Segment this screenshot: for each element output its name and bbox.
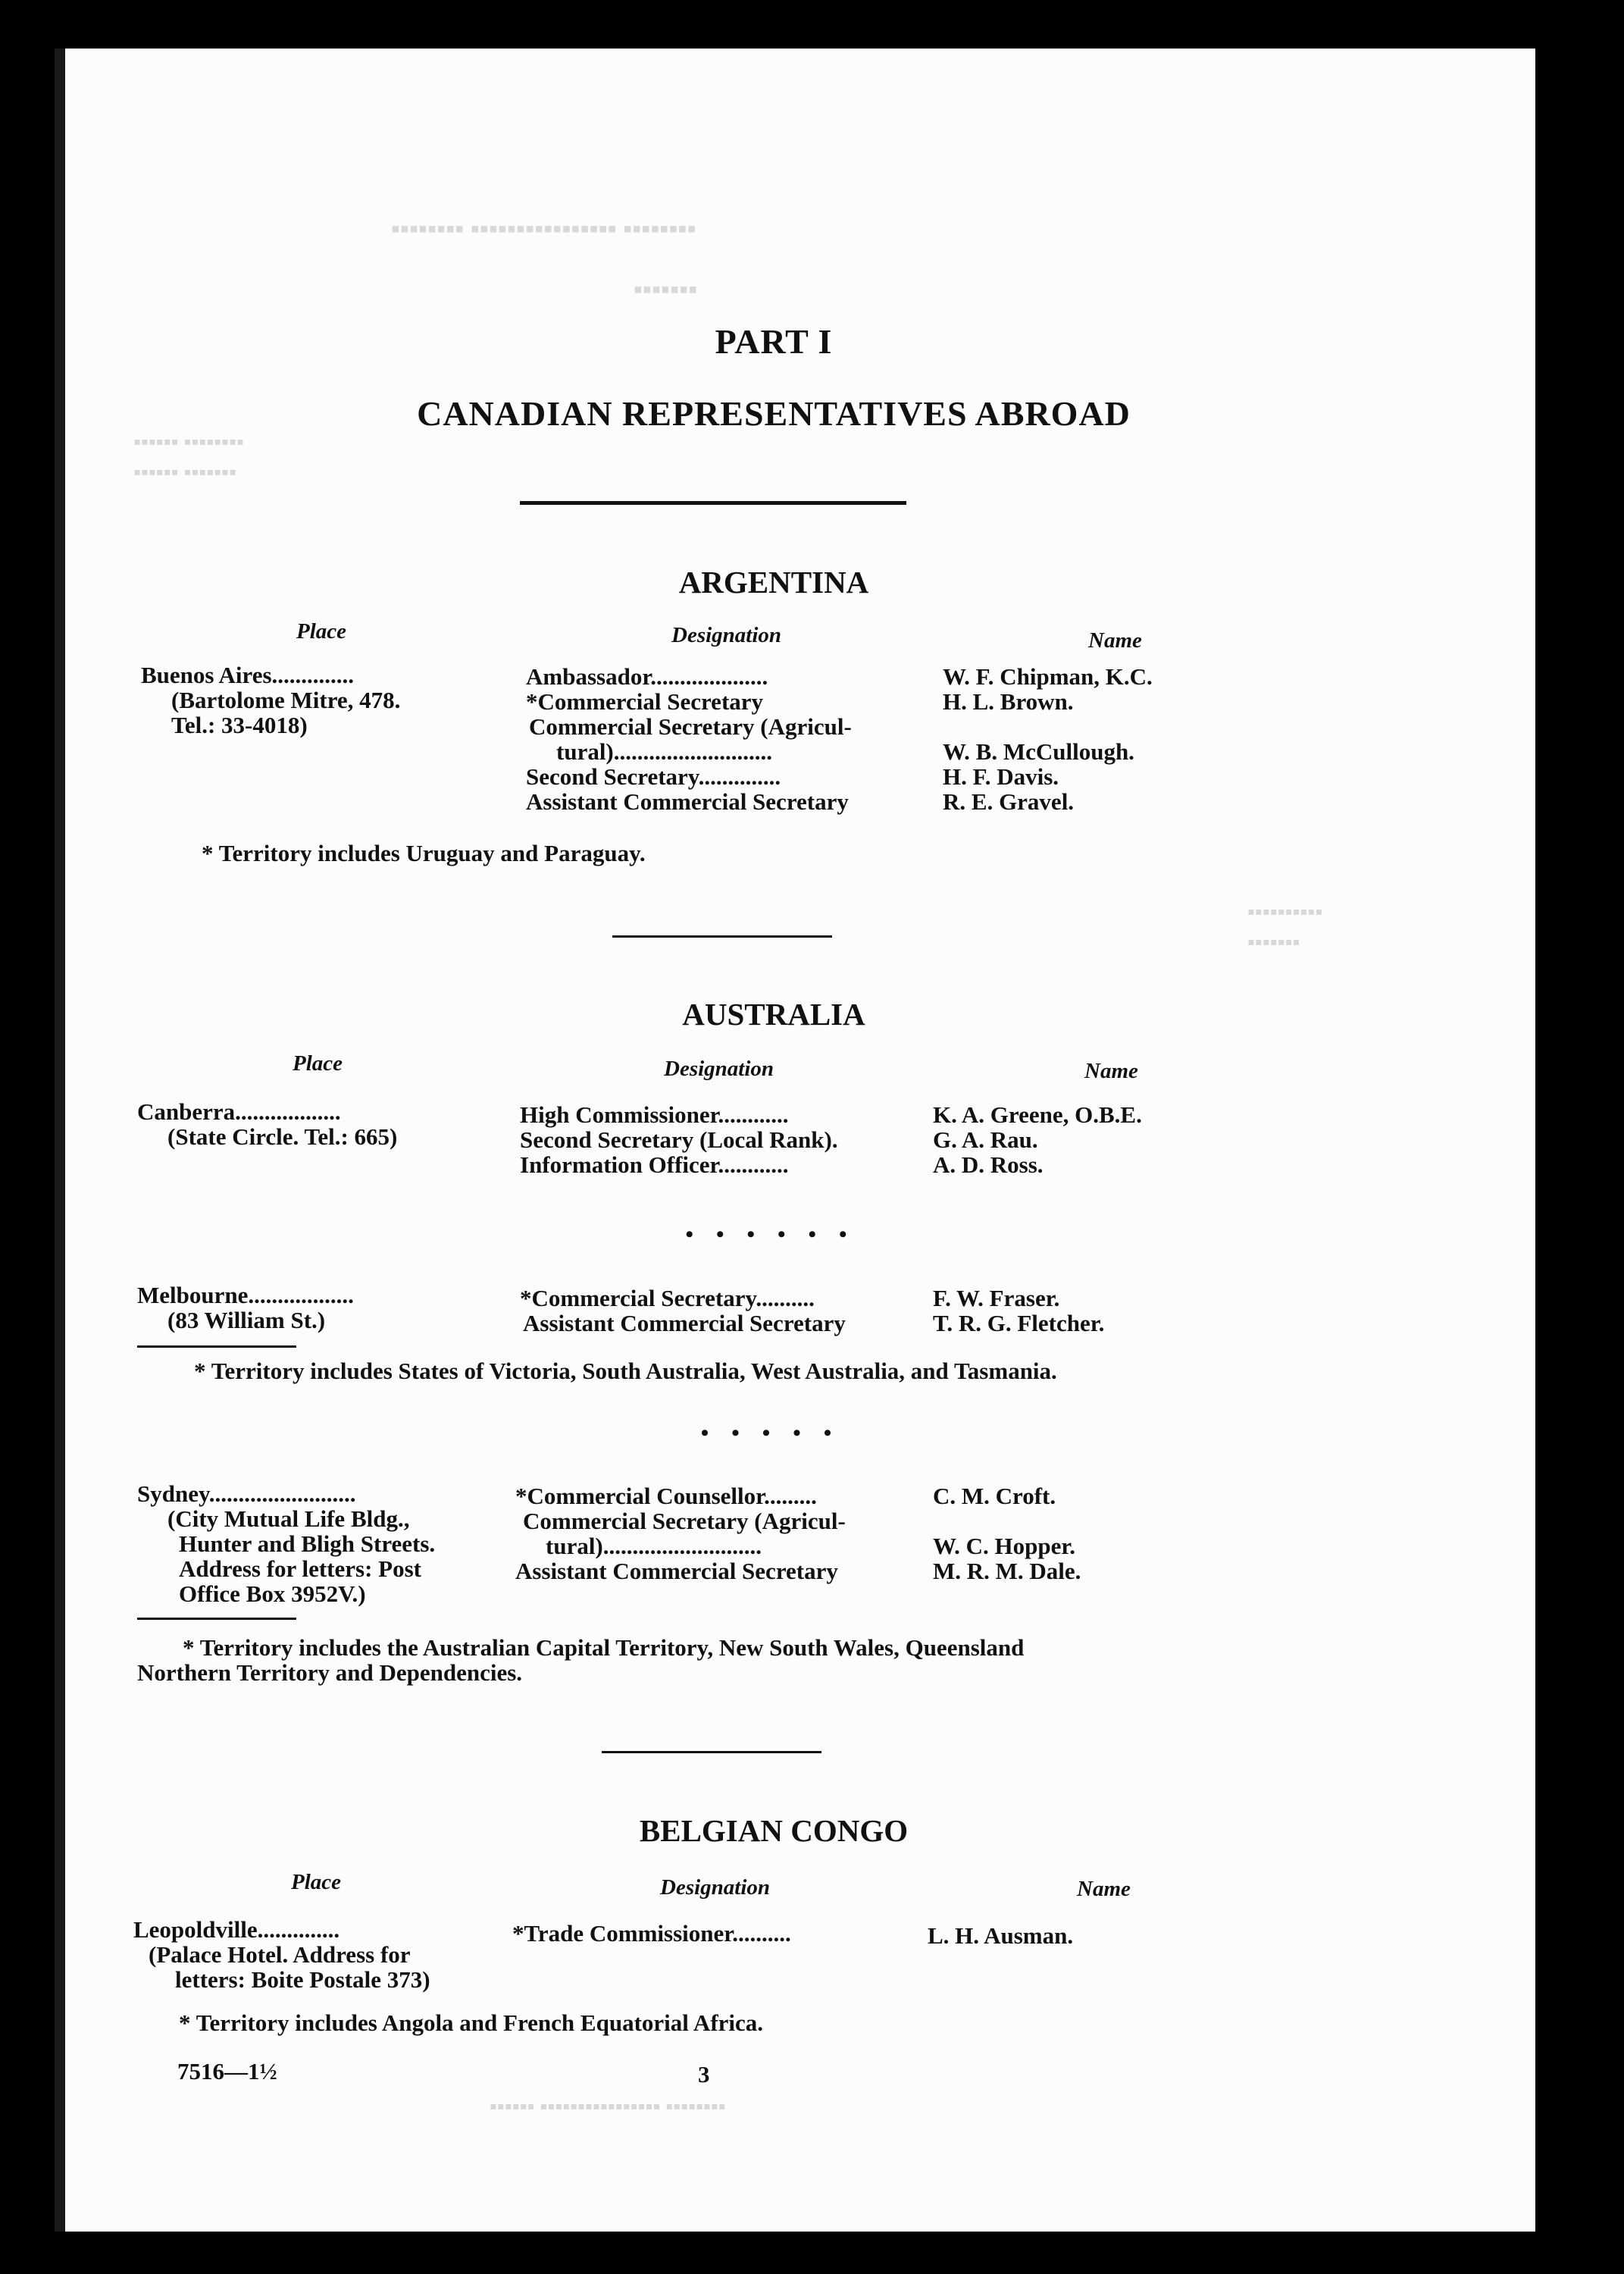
designation-list-canberra: High Commissioner............ Second Secretary (Local Rank). Information Officer............ <box>520 1101 838 1178</box>
name-list-argentina: W. F. Chipman, K.C. H. L. Brown. W. B. McCullough. H. F. Davis. R. E. Gravel. <box>943 663 1153 815</box>
territory-note-sydney-line2: Northern Territory and Dependencies. <box>137 1659 523 1686</box>
territory-note-belgian-congo: * Territory includes Angola and French Equatorial Africa. <box>179 2009 764 2036</box>
territory-note-sydney-line1: * Territory includes the Australian Capital Territory, New South Wales, Queensland <box>183 1634 1025 1661</box>
short-rule <box>137 1618 296 1620</box>
bleed-through-text: ▪▪▪▪▪▪▪▪ ▪▪▪▪▪▪▪▪▪▪▪▪▪▪▪▪ ▪▪▪▪▪▪▪▪ <box>391 215 696 243</box>
part-heading: PART I <box>715 322 833 361</box>
designation-list-sydney: *Commercial Counsellor......... Commercial Secretary (Agricul- tural)........................... Assistant Commercial Secretary <box>515 1483 846 1584</box>
title-rule <box>520 501 906 505</box>
column-header-designation: Designation <box>671 623 782 647</box>
territory-note-argentina: * Territory includes Uruguay and Paraguay. <box>202 840 646 866</box>
country-heading-argentina: ARGENTINA <box>678 565 869 600</box>
column-header-place: Place <box>296 619 347 644</box>
column-header-place: Place <box>291 1870 342 1894</box>
column-header-name: Name <box>1084 1059 1138 1083</box>
bleed-through-text: ▪▪▪▪▪▪▪▪▪▪ ▪▪▪▪▪▪▪ <box>1247 901 1323 954</box>
page-number: 3 <box>698 2061 710 2088</box>
place-entry-canberra: Canberra.................. (State Circle. Tel.: 665) <box>137 1098 398 1150</box>
place-entry-buenos-aires: Buenos Aires.............. (Bartolome Mitre, 478. Tel.: 33-4018) <box>141 662 401 738</box>
section-rule <box>612 935 832 938</box>
print-code: 7516—1½ <box>177 2058 277 2084</box>
name-list-sydney: C. M. Croft. W. C. Hopper. M. R. M. Dale. <box>933 1483 1081 1584</box>
designation-list-argentina: Ambassador.................... *Commercial Secretary Commercial Secretary (Agricul- tural)........................... Second Secretary.............. Assistant Commercial Secretary <box>526 663 852 815</box>
section-rule <box>602 1751 821 1753</box>
place-entry-sydney: Sydney......................... (City Mutual Life Bldg., Hunter and Bligh Streets. Address for letters: Post Office Box 3952V.) <box>137 1480 436 1607</box>
designation-list-belgian-congo: *Trade Commissioner.......... <box>512 1920 791 1947</box>
place-entry-leopoldville: Leopoldville.............. (Palace Hotel. Address for letters: Boite Postale 373) <box>133 1916 430 1993</box>
column-header-name: Name <box>1077 1877 1131 1901</box>
section-separator-dots: •••••• <box>685 1222 870 1247</box>
country-heading-australia: AUSTRALIA <box>682 997 865 1032</box>
territory-note-melbourne: * Territory includes States of Victoria, South Australia, West Australia, and Tasmania. <box>194 1358 1057 1384</box>
column-header-designation: Designation <box>664 1057 774 1081</box>
bleed-through-text: ▪▪▪▪▪▪ ▪▪▪▪▪▪▪▪▪▪▪▪▪▪▪▪ ▪▪▪▪▪▪▪▪ <box>490 2095 726 2119</box>
name-list-canberra: K. A. Greene, O.B.E. G. A. Rau. A. D. Ross. <box>933 1101 1142 1178</box>
page-title: CANADIAN REPRESENTATIVES ABROAD <box>417 394 1131 433</box>
designation-list-melbourne: *Commercial Secretary.......... Assistant Commercial Secretary <box>520 1285 846 1336</box>
column-header-place: Place <box>293 1051 343 1076</box>
column-header-name: Name <box>1088 628 1142 653</box>
country-heading-belgian-congo: BELGIAN CONGO <box>639 1813 909 1848</box>
section-separator-dots: ••••• <box>700 1420 855 1446</box>
short-rule <box>137 1345 296 1348</box>
place-entry-melbourne: Melbourne.................. (83 William St.) <box>137 1282 354 1333</box>
name-list-melbourne: F. W. Fraser. T. R. G. Fletcher. <box>933 1285 1105 1336</box>
bleed-through-text: ▪▪▪▪▪▪▪ <box>634 276 698 304</box>
column-header-designation: Designation <box>660 1875 771 1900</box>
name-list-belgian-congo: L. H. Ausman. <box>928 1922 1074 1949</box>
document-page <box>55 49 1535 2232</box>
bleed-through-text: ▪▪▪▪▪▪ ▪▪▪▪▪▪▪▪ ▪▪▪▪▪▪ ▪▪▪▪▪▪▪ <box>133 431 244 484</box>
